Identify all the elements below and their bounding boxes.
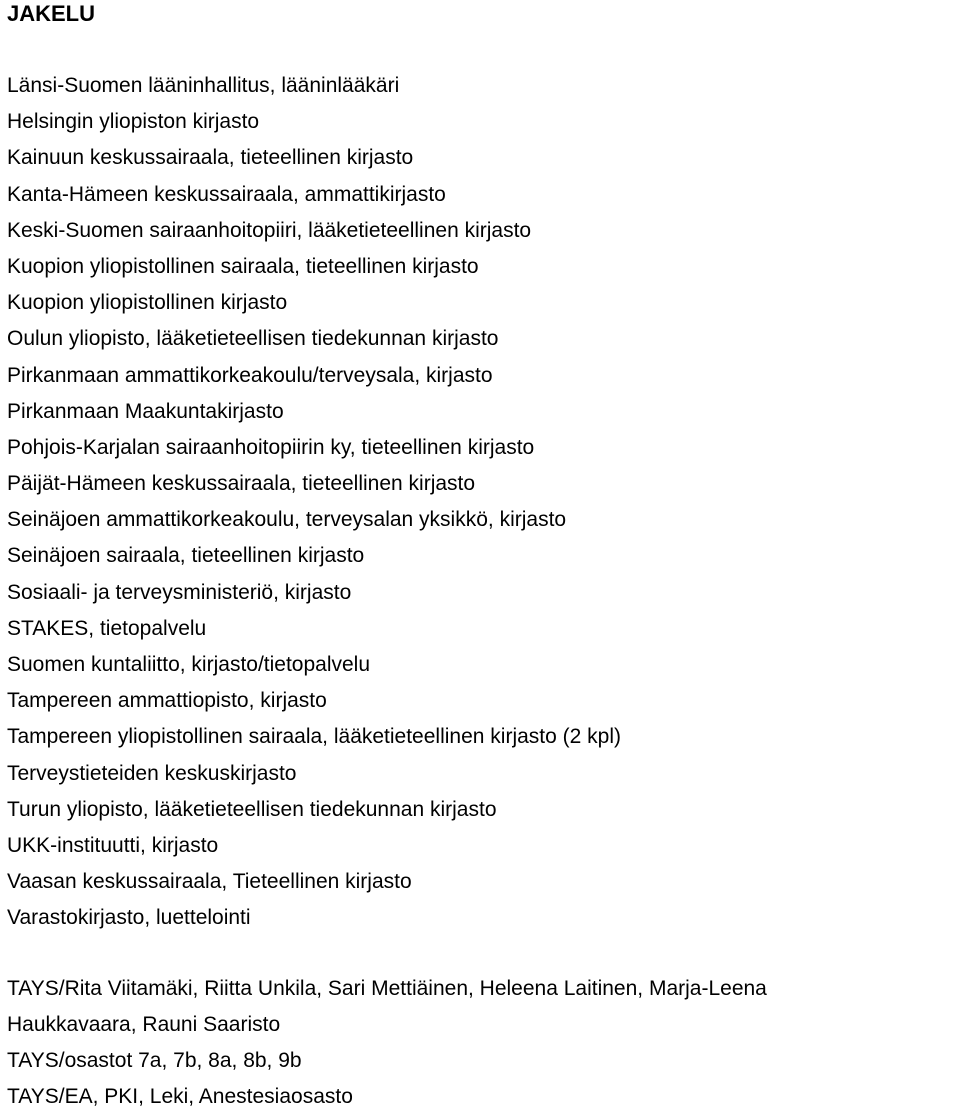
internal-line: TAYS/osastot 7a, 7b, 8a, 8b, 9b <box>7 1049 302 1072</box>
list-item: Terveystieteiden keskuskirjasto <box>7 761 297 785</box>
list-item: Varastokirjasto, luettelointi <box>7 906 251 930</box>
list-item: Turun yliopisto, lääketieteellisen tiedekunnan kirjasto <box>7 797 497 821</box>
list-item: Pirkanmaan ammattikorkeakoulu/terveysala, kirjasto <box>7 363 493 387</box>
list-item: Suomen kuntaliitto, kirjasto/tietopalvelu <box>7 653 371 676</box>
list-item: Pirkanmaan Maakuntakirjasto <box>7 399 284 423</box>
list-item: Vaasan keskussairaala, Tieteellinen kirjasto <box>7 870 412 894</box>
list-item: Seinäjoen ammattikorkeakoulu, terveysalan yksikkö, kirjasto <box>7 508 567 532</box>
distribution-list <box>7 68 621 937</box>
list-item: Seinäjoen sairaala, tieteellinen kirjasto <box>7 544 365 568</box>
internal-line: TAYS/EA, PKI, Leki, Anestesiaosasto <box>7 1085 353 1108</box>
list-item: STAKES, tietopalvelu <box>7 616 207 640</box>
list-item: Tampereen yliopistollinen sairaala, lääketieteellinen kirjasto (2 kpl) <box>7 725 621 749</box>
list-item: Oulun yliopisto, lääketieteellisen tiedekunnan kirjasto <box>7 327 499 351</box>
internal-line: TAYS/Rita Viitamäki, Riitta Unkila, Sari Mettiäinen, Heleena Laitinen, Marja-Leena <box>7 977 767 1000</box>
list-item: Kanta-Hämeen keskussairaala, ammattikirjasto <box>7 182 446 206</box>
list-item: Pohjois-Karjalan sairaanhoitopiirin ky, tieteellinen kirjasto <box>7 435 535 459</box>
list-item: Keski-Suomen sairaanhoitopiiri, lääketieteellinen kirjasto <box>7 218 532 242</box>
list-item: Länsi-Suomen lääninhallitus, lääninlääkäri <box>7 74 400 97</box>
page-title: JAKELU <box>7 1 96 26</box>
list-item: Kuopion yliopistollinen sairaala, tieteellinen kirjasto <box>7 254 479 278</box>
list-item: Helsingin yliopiston kirjasto <box>7 110 260 134</box>
list-item: Kainuun keskussairaala, tieteellinen kirjasto <box>7 146 414 170</box>
list-item: Päijät-Hämeen keskussairaala, tieteellinen kirjasto <box>7 472 476 496</box>
internal-distribution <box>7 971 767 1115</box>
list-item: Sosiaali- ja terveysministeriö, kirjasto <box>7 580 352 604</box>
internal-line: Haukkavaara, Rauni Saaristo <box>7 1013 281 1036</box>
list-item: Kuopion yliopistollinen kirjasto <box>7 291 288 315</box>
list-item: Tampereen ammattiopisto, kirjasto <box>7 689 327 713</box>
list-item: UKK-instituutti, kirjasto <box>7 833 219 857</box>
